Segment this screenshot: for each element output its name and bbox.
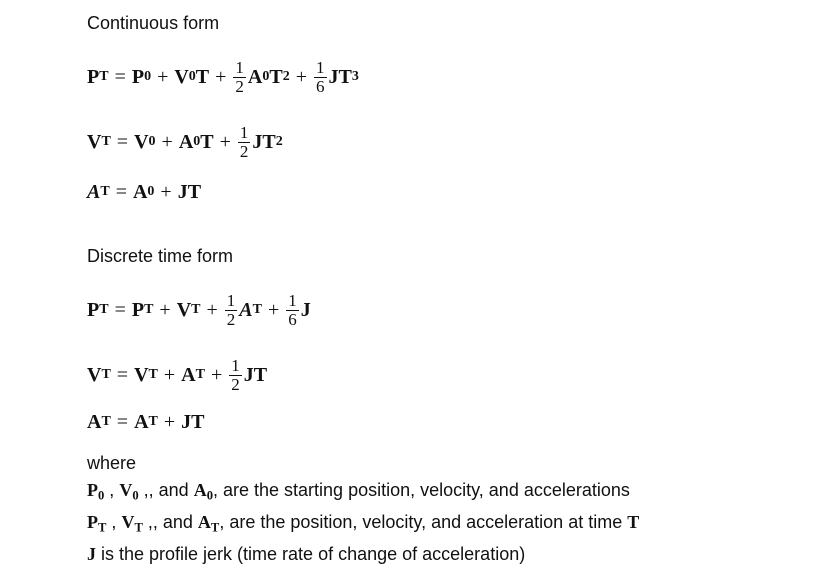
fraction-one-half: $\frac{1}{2}$ [231,355,240,394]
equation-velocity-discrete: V T = V T + A T + $\frac{1}{2}$ JT [87,355,268,394]
equation-velocity-continuous: V T = V 0 + A 0 T + $\frac{1}{2}$ JT 2 [87,122,283,161]
fraction-one-half: $\frac{1}{2}$ [226,290,236,329]
discrete-form-heading: Discrete time form [87,246,234,266]
fraction-one-half: $\frac{1}{2}$ [235,57,244,96]
fraction-one-half: $\frac{1}{2}$ [239,122,249,161]
definition-initial-values: P0 , V0 ,, and A0, are the starting position, velocity, and accelerations [87,479,630,503]
equation-position-discrete: P T = P T + V T + $\frac{1}{2}$ A T + $\frac{1}{6}$ J [87,290,311,329]
fraction-one-sixth: $\frac{1}{6}$ [288,290,297,329]
definition-time-values: PT , VT ,, and AT, are the position, velocity, and acceleration at time T [87,511,640,535]
continuous-form-heading: Continuous form [87,13,220,33]
definition-jerk: J is the profile jerk (time rate of change of acceleration) [87,543,526,564]
equation-acceleration-continuous: A T = A 0 + JT [87,180,202,203]
fraction-one-sixth: $\frac{1}{6}$ [316,57,325,96]
equation-position-continuous: P T = P 0 + V 0 T + $\frac{1}{2}$ A 0 T 2 + $\frac{1}{6}$ JT 3 [87,57,359,96]
variable-definitions [87,450,639,567]
where-label: where [87,453,137,473]
equation-acceleration-discrete: A T = A T + JT [87,410,205,433]
